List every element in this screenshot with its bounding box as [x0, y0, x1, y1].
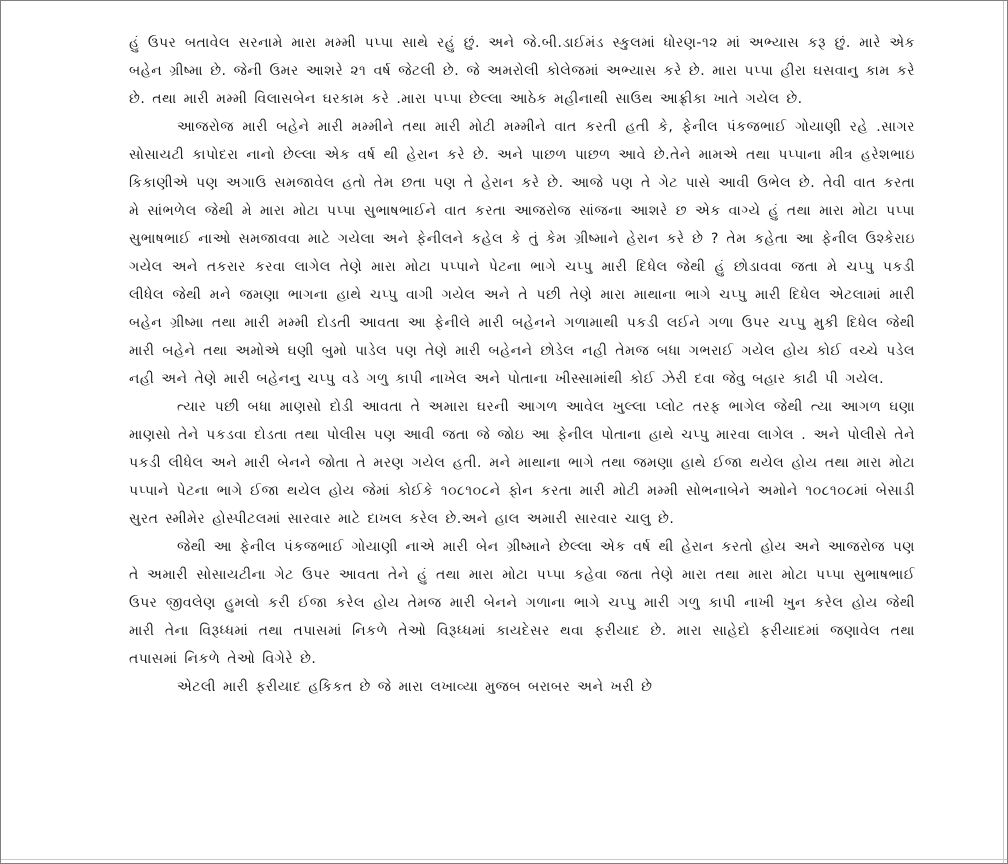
paragraph-5: એટલી મારી ફરીયાદ હકિકત છે જે મારા લખાવ્યા મુજબ બરાબર અને ખરી છે [177, 679, 653, 695]
paragraph-3: ત્યાર પછી બધા માણસો દોડી આવતા તે અમારા ઘરની આગળ આવેલ ખુલ્લા પ્લોટ તરફ ભાગેલ જેથી ત્યા આગળ ઘણા માણસો તેને પકડવા દોડતા તથા પોલીસ પણ આવી જતા જે જોઇ આ ફેનીલ પોતાના હાથે ચપ્પુ મારવા લાગેલ . અને પોલીસે તેને પકડી લીધેલ અને મારી બેનને જોતા તે મરણ ગયેલ હતી. મને માથાના ભાગે તથા જમણા હાથે ઈજા થયેલ હોય તથા મારા મોટા પપ્પાને પેટના ભાગે ઈજા થયેલ હોય જેમાં કોઈકે ૧૦૮૧૦૮ને ફોન કરતા મારી મોટી મમ્મી સોભનાબેને અમોને ૧૦૮૧૦૮માં બેસાડી સુરત સ્મીમેર હોસ્પીટલમાં સારવાર માટે દાખલ કરેલ છે.અને હાલ અમારી સારવાર ચાલુ છે. [129, 399, 915, 527]
paragraph-2: આજરોજ મારી બહેને મારી મમ્મીને તથા મારી મોટી મમ્મીને વાત કરતી હતી કે, ફેનીલ પંકજભાઈ ગોયાણી રહે .સાગર સોસાયટી કાપોદરા નાનો છેલ્લા એક વર્ષ થી હેરાન કરે છે. અને પાછળ પાછળ આવે છે.તેને મામએ તથા પપ્પાના મીત્ર હરેશભાઇ કિકાણીએ પણ અગાઉ સમજાવેલ હતો તેમ છતા પણ તે હેરાન કરે છે. આજે પણ તે ગેટ પાસે આવી ઉભેલ છે. તેવી વાત કરતા મે સાંભળેલ જેથી મે મારા મોટા પપ્પા સુભાષભાઈને વાત કરતા આજરોજ સાંજના આશરે છ એક વાગ્યે હું તથા મારા મોટા પપ્પા સુભાષભાઈ નાઓ સમજાવવા માટે ગયેલા અને ફેનીલને કહેલ કે તું કેમ ગ્રીષ્માને હેરાન કરે છે ? તેમ કહેતા આ ફેનીલ ઉશ્કેરાઇ ગયેલ અને તકરાર કરવા લાગેલ તેણે મારા મોટા પપ્પાને પેટના ભાગે ચપ્પુ મારી દિધેલ જેથી હું છોડાવવા જતા મે ચપ્પુ પકડી લીધેલ જેથી મને જમણા ભાગના હાથે ચપ્પુ વાગી ગયેલ અને તે પછી તેણે મારા માથાના ભાગે ચપ્પુ મારી દિધેલ એટલામાં મારી બહેન ગ્રીષ્મા તથા મારી મમ્મી દોડતી આવતા આ ફેનીલે મારી બહેનને ગળામાથી પકડી લઈને ગળા ઉપર ચપ્પુ મુકી દિધેલ જેથી મારી બહેને તથા અમોએ ઘણી બુમો પાડેલ પણ તેણે મારી બહેનને છોડેલ નહી તેમજ બધા ગભરાઈ ગયેલ હોય કોઈ વચ્ચે પડેલ નહી અને તેણે મારી બહેનનુ ચપ્પુ વડે ગળુ કાપી નાખેલ અને પોતાના ખીસ્સામાંથી કોઈ ઝેરી દવા જેવુ બહાર કાઢી પી ગયેલ. [129, 119, 915, 387]
paragraph-4: જેથી આ ફેનીલ પંકજભાઈ ગોયાણી નાએ મારી બેન ગ્રીષ્માને છેલ્લા એક વર્ષ થી હેરાન કરતો હોય અને આજરોજ પણ તે અમારી સોસાયટીના ગેટ ઉપર આવતા તેને હું તથા મારા મોટા પપ્પા કહેવા જતા તેણે મારા તથા મારા મોટા પપ્પા સુભાષભાઈ ઉપર જીવલેણ હુમલો કરી ઈજા કરેલ હોય તેમજ મારી બેનને ગળાના ભાગે ચપ્પુ મારી ગળુ કાપી નાખી ખુન કરેલ હોય જેથી મારી તેના વિરૂધ્ધમાં તથા તપાસમાં નિકળે તેઓ વિરૂધ્ધમાં કાયદેસર થવા ફરીયાદ છે. મારા સાહેદો ફરીયાદમાં જણાવેલ તથા તપાસમાં નિકળે તેઓ વિગેરે છે. [129, 539, 915, 667]
paragraph-1: હું ઉપર બતાવેલ સરનામે મારા મમ્મી પપ્પા સાથે રહું છું. અને જે.બી.ડાઈમંડ સ્કુલમાં ધોરણ-૧૨ માં અભ્યાસ કરૂ છું. મારે એક બહેન ગ્રીષ્મા છે. જેની ઉમર આશરે ૨૧ વર્ષ જેટલી છે. જે અમરોલી કોલેજમાં અભ્યાસ કરે છે. મારા પપ્પા હીરા ઘસવાનુ કામ કરે છે. તથા મારી મમ્મી વિલાસબેન ઘરકામ કરે .મારા પપ્પા છેલ્લા આઠેક મહીનાથી સાઉથ આફ્રીકા ખાતે ગયેલ છે. [129, 35, 915, 107]
page-edge-bottom [1, 859, 1007, 860]
document-body [129, 29, 915, 701]
page-edge-right [1003, 1, 1004, 863]
